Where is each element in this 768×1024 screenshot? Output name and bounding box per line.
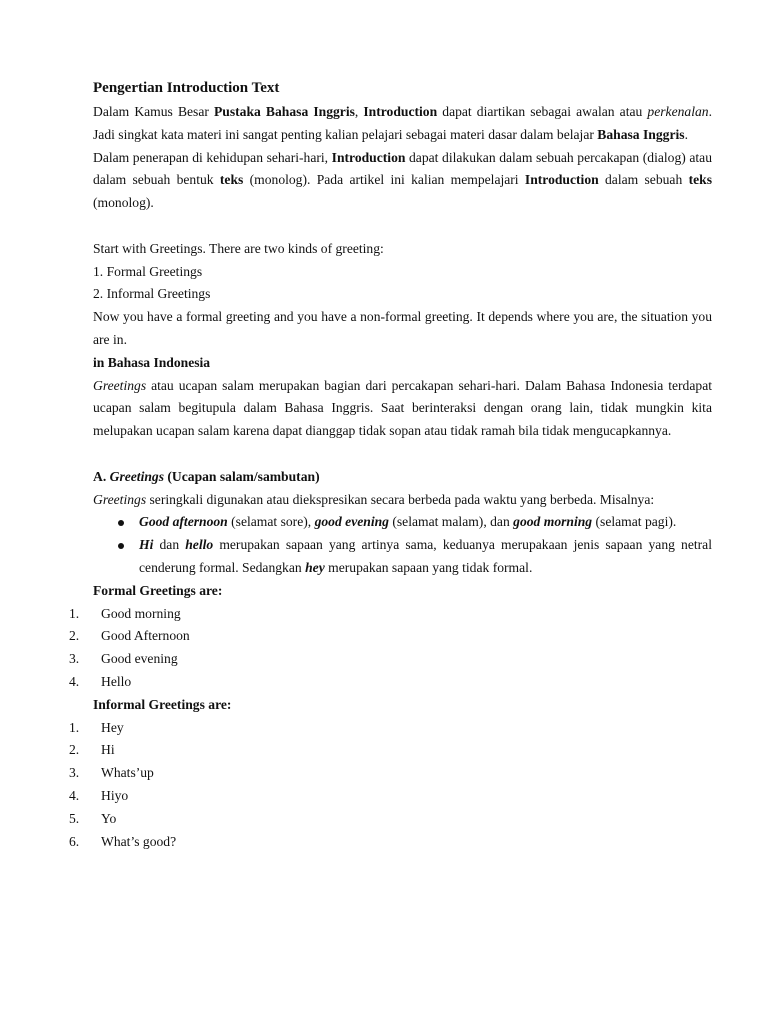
list-item xyxy=(0,717,712,740)
bold-italic-term: Good afternoon xyxy=(139,514,228,530)
list-text: Good Afternoon xyxy=(101,628,190,644)
list-text: Hiyo xyxy=(101,787,129,803)
text-span: . Jadi singkat kata materi ini sangat penting kalian pelajari sebagai materi dasar dalam belajar xyxy=(93,104,712,142)
bold-italic-term: Hi xyxy=(139,537,154,553)
bold-italic-term: hey xyxy=(305,559,325,575)
bold-term: teks xyxy=(219,172,244,188)
list-text: Good morning xyxy=(101,605,181,621)
list-text: What’s good? xyxy=(101,833,177,849)
list-number: 1. xyxy=(69,605,80,621)
bullet-icon xyxy=(118,543,124,549)
kind-item: 2. Informal Greetings xyxy=(93,286,211,302)
list-item xyxy=(0,648,712,671)
situation-paragraph: Now you have a formal greeting and you have a non-formal greeting. It depends where you are, the situation you are in. xyxy=(93,309,712,347)
indonesia-paragraph xyxy=(93,375,712,443)
text-span: (selamat pagi). xyxy=(592,514,677,530)
list-number: 1. xyxy=(69,719,80,735)
list-item xyxy=(0,671,712,694)
bold-term: Introduction xyxy=(363,104,438,119)
text-span: (monolog). Pada artikel ini kalian mempelajari xyxy=(243,172,525,188)
section-a-paragraph xyxy=(93,489,712,512)
text-span: , xyxy=(354,104,364,119)
list-number: 6. xyxy=(69,833,80,849)
list-item xyxy=(0,785,712,808)
text-span: (monolog). xyxy=(93,195,154,211)
list-text: Hey xyxy=(101,719,124,735)
bold-term: Bahasa Inggris xyxy=(597,126,685,142)
text-span: (selamat malam), dan xyxy=(388,514,514,530)
list-number: 4. xyxy=(69,673,80,689)
blank-line xyxy=(93,215,712,238)
kind-item: 1. Formal Greetings xyxy=(93,263,203,279)
application-paragraph xyxy=(93,147,712,215)
text-span: dan xyxy=(153,537,186,553)
list-number: 2. xyxy=(69,628,80,644)
list-text: Good evening xyxy=(101,651,178,667)
list-number: 2. xyxy=(69,742,80,758)
bold-italic-term: good evening xyxy=(314,514,389,530)
bold-term: Introduction xyxy=(331,149,406,165)
bullet-icon xyxy=(118,520,124,526)
bold-italic-term: good morning xyxy=(513,514,593,530)
text-span: . xyxy=(684,126,688,142)
bold-term: Introduction xyxy=(524,172,599,188)
list-item xyxy=(0,625,712,648)
bold-term: Pustaka Bahasa Inggris xyxy=(214,104,355,119)
list-text: Whats’up xyxy=(101,765,154,781)
text-span: merupakan sapaan yang artinya sama, keduanya merupakaan jenis sapaan yang netral cenderung formal. Sedangkan xyxy=(139,537,712,575)
text-span: dapat dilakukan dalam sebuah percakapan (dialog) atau dalam sebuah bentuk xyxy=(93,149,712,188)
text-span: seringkali digunakan atau diekspresikan secara berbeda pada waktu yang berbeda. Misalnya: xyxy=(146,491,655,507)
text-span: dapat diartikan sebagai awalan atau xyxy=(437,104,648,119)
indonesia-heading: in Bahasa Indonesia xyxy=(93,354,211,370)
italic-term: Greetings xyxy=(109,468,164,484)
blank-line xyxy=(93,443,712,466)
text-span: Dalam penerapan di kehidupan sehari-hari, xyxy=(93,149,332,165)
text-span: Dalam Kamus Besar xyxy=(93,104,214,119)
document-title: Pengertian Introduction Text xyxy=(93,80,280,96)
formal-greetings-list xyxy=(0,603,712,694)
greeting-intro-line: Start with Greetings. There are two kinds of greeting: xyxy=(93,240,384,256)
list-item xyxy=(0,808,712,831)
informal-heading: Informal Greetings are: xyxy=(93,696,232,712)
greeting-bullet-list xyxy=(93,511,712,579)
list-item xyxy=(0,603,712,626)
list-item xyxy=(0,762,712,785)
italic-term: Greetings xyxy=(93,491,147,507)
text-span: (selamat sore), xyxy=(227,514,315,530)
list-number: 3. xyxy=(69,651,80,667)
formal-heading: Formal Greetings are: xyxy=(93,582,223,598)
italic-term: perkenalan xyxy=(647,104,709,119)
italic-term: Greetings xyxy=(93,377,147,393)
bold-italic-term: hello xyxy=(185,537,214,553)
bullet-item xyxy=(93,511,712,534)
document-page xyxy=(69,78,712,853)
text-span: merupakan sapaan yang tidak formal. xyxy=(324,559,533,575)
section-suffix: (Ucapan salam/sambutan) xyxy=(164,468,320,484)
list-text: Hello xyxy=(101,673,132,689)
list-number: 5. xyxy=(69,810,80,826)
list-item xyxy=(0,831,712,854)
list-number: 4. xyxy=(69,787,80,803)
section-prefix: A. xyxy=(93,468,110,484)
list-text: Yo xyxy=(101,810,117,826)
list-number: 3. xyxy=(69,765,80,781)
list-text: Hi xyxy=(101,742,115,758)
bold-term: teks xyxy=(688,172,712,188)
text-span: dalam sebuah xyxy=(598,172,689,188)
bullet-item xyxy=(93,534,712,580)
list-item xyxy=(0,739,712,762)
text-span: atau ucapan salam merupakan bagian dari percakapan sehari-hari. Dalam Bahasa Indonesia terdapat ucapan salam begitupula dalam Bahasa Inggris. Saat berinteraksi dengan orang lain, tidak mungkin kita melupakan ucapan salam karena dapat dianggap tidak sopan atau tidak ramah bila tidak mengucapkannya. xyxy=(93,377,712,439)
informal-greetings-list xyxy=(0,717,712,854)
intro-paragraph xyxy=(93,101,712,147)
section-a-heading xyxy=(93,466,712,489)
